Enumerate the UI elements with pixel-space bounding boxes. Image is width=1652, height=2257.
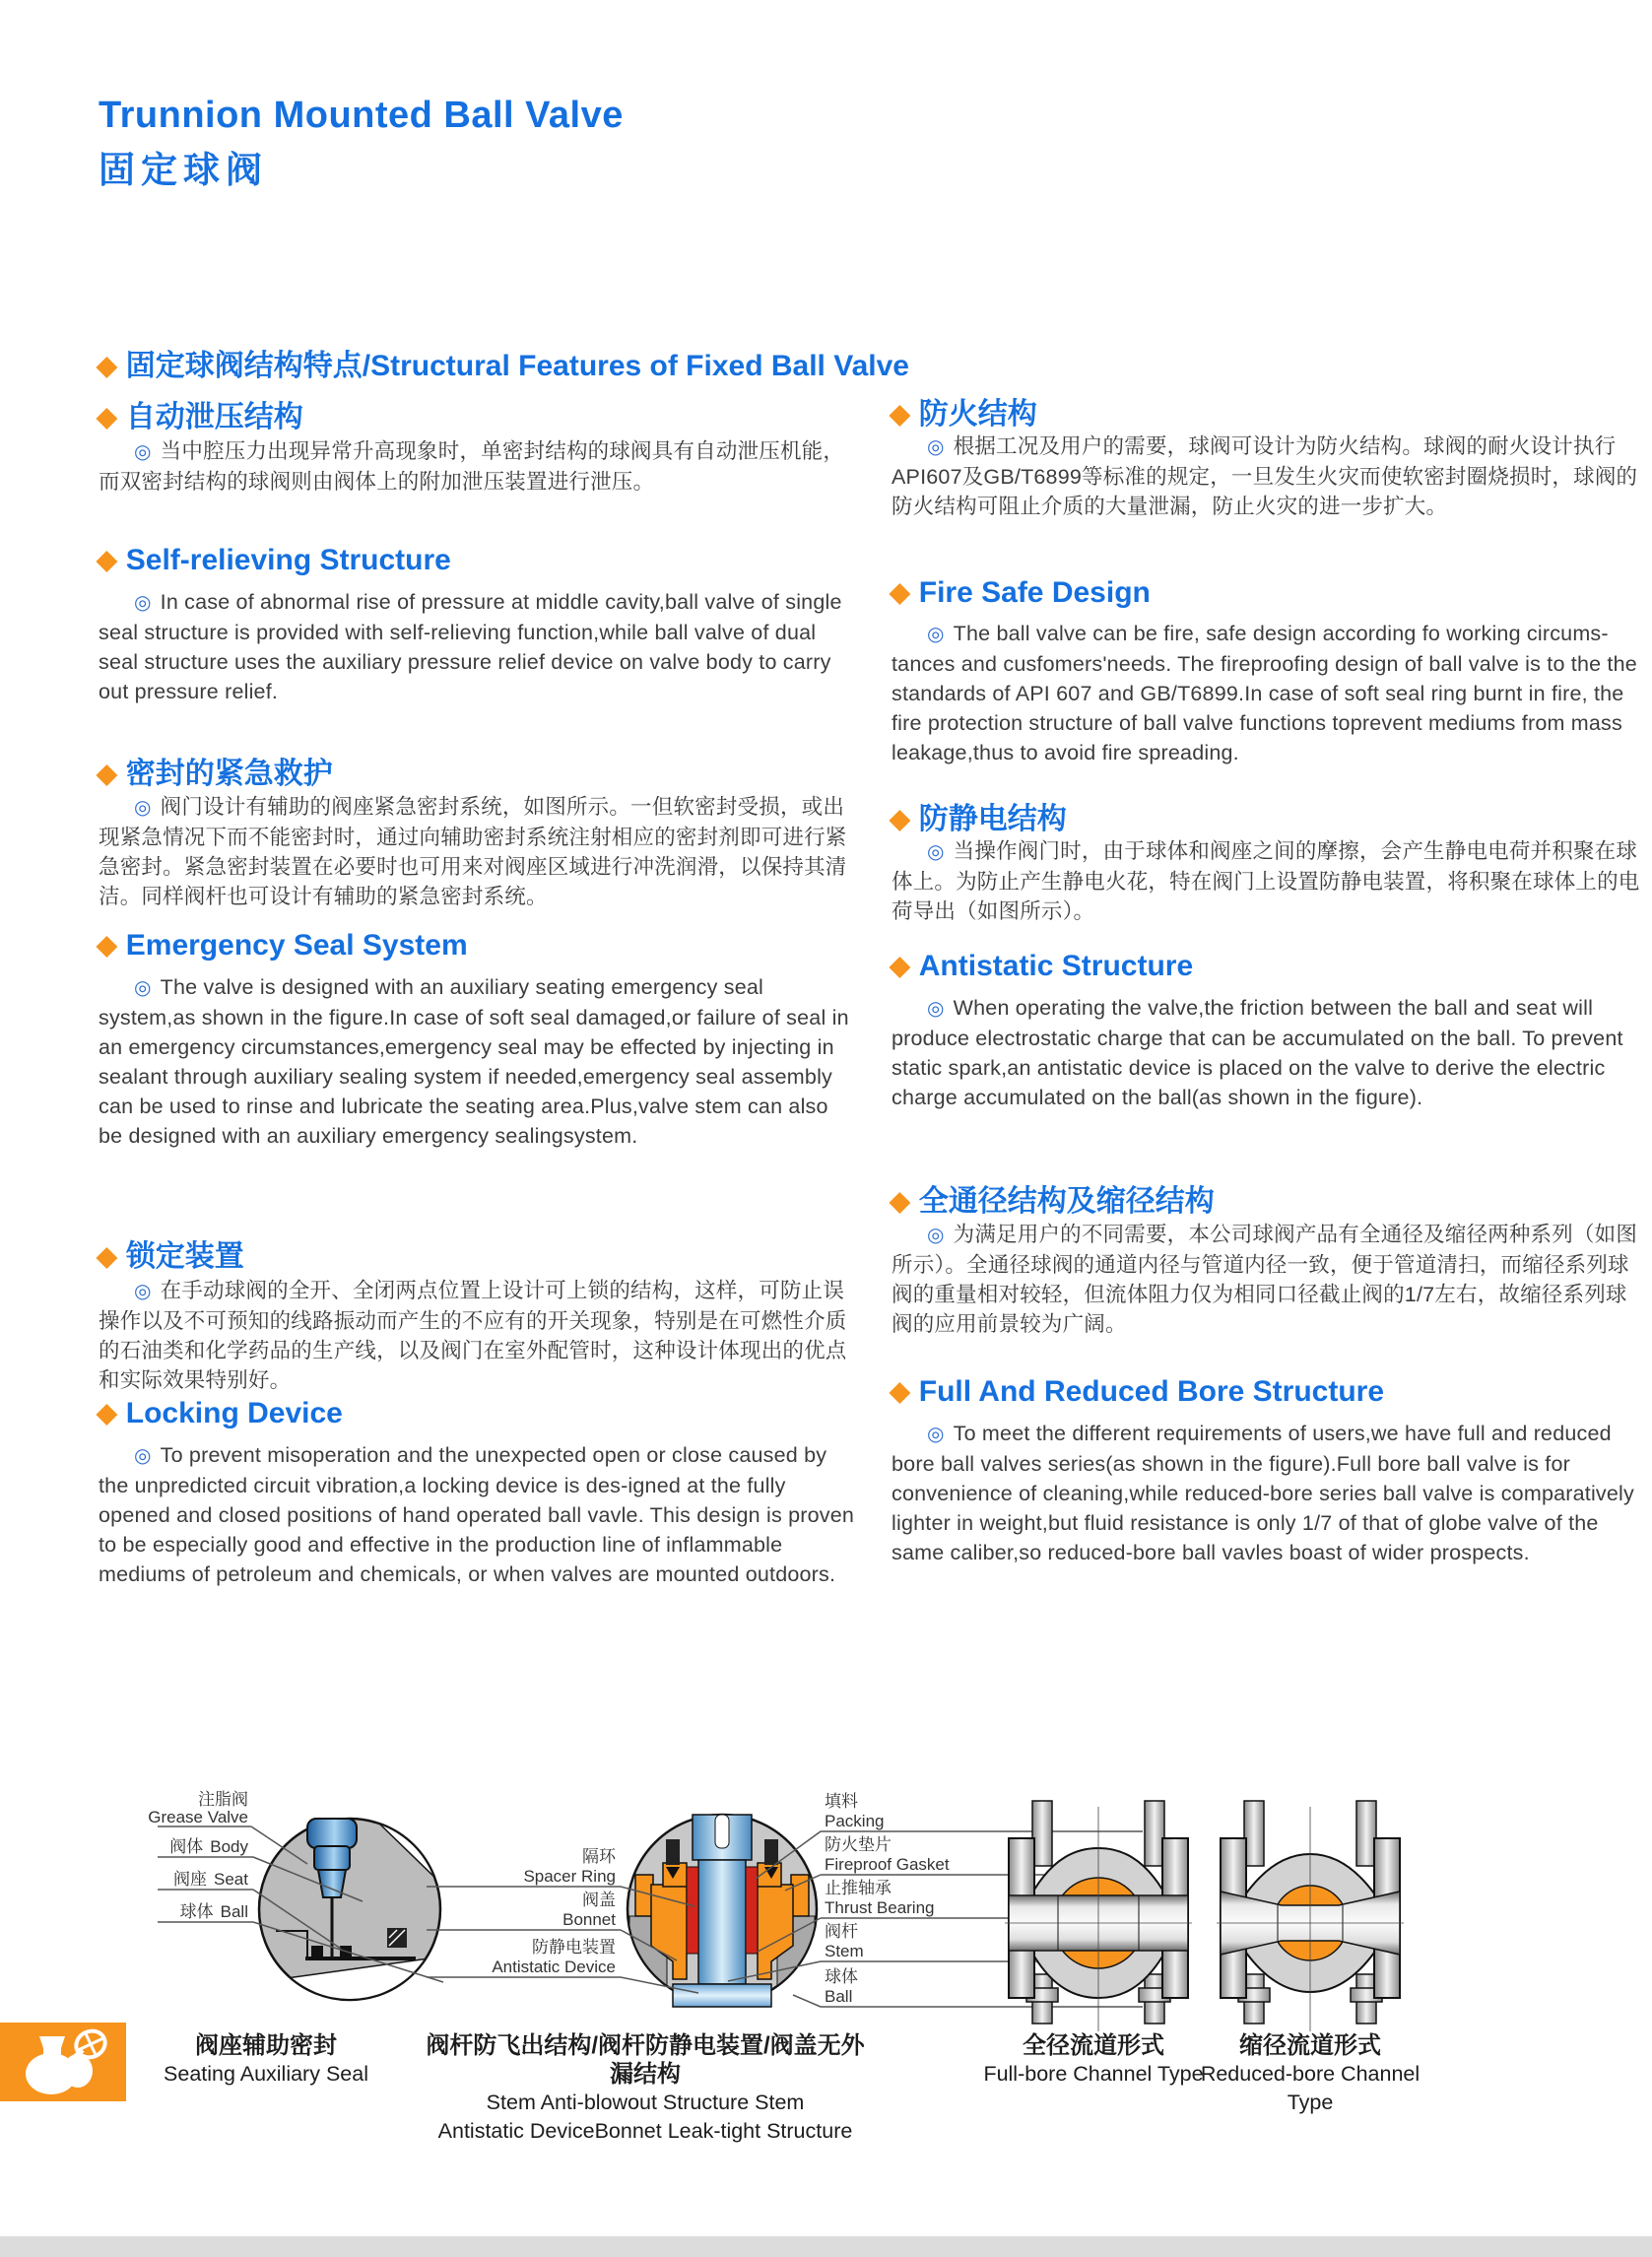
caption-en-line1: Stem Anti-blowout Structure Stem — [486, 2091, 805, 2114]
label-antistatic-device-en: Antistatic Device — [492, 1958, 616, 1976]
paragraph-bullet: ◎ — [927, 998, 945, 1020]
heading-self-relieving-en — [97, 544, 451, 577]
diamond-icon: ◆ — [97, 351, 117, 380]
label-packing-en: Packing — [825, 1812, 885, 1830]
paragraph-bore-zh — [892, 1220, 1645, 1339]
diamond-icon: ◆ — [97, 402, 117, 431]
paragraph-antistatic-en — [892, 993, 1645, 1112]
paragraph-bullet: ◎ — [134, 977, 152, 999]
heading-emergency-seal-en — [97, 929, 468, 963]
paragraph-text: When operating the valve,the friction between the ball and seat will produce electrostatic charge that can be accumulated on the ball. To prevent static spark,an antistatic device is placed on the valve to derive the electric charge accumulated on the ball(as shown in the figure). — [892, 996, 1623, 1109]
heading-locking-en — [97, 1397, 343, 1430]
paragraph-bullet: ◎ — [927, 1225, 945, 1246]
heading-label: 防静电结构 — [918, 803, 1067, 835]
page-footer-strip — [0, 2236, 1652, 2257]
paragraph-bore-en — [892, 1419, 1645, 1567]
diamond-icon: ◆ — [97, 1398, 117, 1427]
paragraph-bullet: ◎ — [134, 441, 152, 463]
label-bonnet-zh: 阀盖 — [582, 1891, 616, 1909]
section-header — [97, 341, 909, 384]
label-stem-en: Stem — [825, 1942, 864, 1960]
paragraph-bullet: ◎ — [134, 1445, 152, 1467]
label-ball: 球体 Ball — [179, 1902, 248, 1921]
paragraph-emergency-seal-zh — [99, 792, 855, 911]
caption-reduced-bore — [1187, 2031, 1433, 2117]
caption-en-line2: Antistatic DeviceBonnet Leak-tight Structure — [437, 2119, 853, 2143]
caption-full-bore — [975, 2031, 1212, 2089]
label-fireproof-gasket-en: Fireproof Gasket — [825, 1855, 950, 1874]
diamond-icon: ◆ — [97, 545, 117, 574]
caption-en: Full-bore Channel Type — [983, 2062, 1204, 2086]
paragraph-text: 在手动球阀的全开、全闭两点位置上设计可上锁的结构，这样，可防止误操作以及不可预知的线路振动而产生的不应有的开关现象，特别是在可燃性介质的石油类和化学药品的生产线，以及阀门在室外配管时，这种设计体现出的优点和实际效果特别好。 — [99, 1279, 847, 1392]
caption-zh: 全径流道形式 — [1023, 2032, 1164, 2059]
caption-zh: 阀座辅助密封 — [195, 2032, 337, 2059]
heading-label: 自动泄压结构 — [125, 401, 303, 433]
label-body: 阀体 Body — [169, 1837, 248, 1856]
caption-stem-structure — [419, 2031, 872, 2146]
company-logo — [0, 2023, 126, 2101]
paragraph-text: In case of abnormal rise of pressure at middle cavity,ball valve of single seal structure is provided with self-relieving function,while ball valve of dual seal structure uses the auxiliary pressure relief device on valve body to carry out pressure relief. — [99, 590, 842, 703]
caption-zh: 缩径流道形式 — [1239, 2032, 1381, 2059]
paragraph-text: To prevent misoperation and the unexpected open or close caused by the unpredicted circuit vibration,a locking device is des-igned at the fully opened and closed positions of hand operated ball vavle. This design is proven to be especially good and effective in the production line of inflammable mediums of petroleum and chemicals, or when valves are mounted outdoors. — [99, 1443, 855, 1586]
paragraph-text: To meet the different requirements of users,we have full and reduced bore ball valves series(as shown in the figure).Full bore ball valve is for convenience of cleaning,while reduced-bore series ball valve is comparatively lighter in weight,but fluid resistance is only 1/7 of that of globe valve of the same caliber,so reduced-bore ball vavles boast of wider prospects. — [892, 1422, 1634, 1564]
heading-label: Locking Device — [125, 1397, 343, 1429]
diamond-icon: ◆ — [890, 399, 910, 429]
valve-silhouette — [1217, 1801, 1404, 2031]
heading-label: 全通径结构及缩径结构 — [918, 1185, 1215, 1218]
heading-label: Full And Reduced Bore Structure — [918, 1375, 1385, 1408]
paragraph-bullet: ◎ — [927, 624, 945, 645]
heading-label: 防火结构 — [918, 398, 1037, 431]
diamond-icon: ◆ — [890, 1186, 910, 1216]
paragraph-self-relieving-en — [99, 587, 855, 706]
label-spacer-ring-en: Spacer Ring — [523, 1867, 616, 1886]
heading-label: 密封的紧急救护 — [125, 758, 333, 790]
valve-silhouette — [1005, 1801, 1192, 2031]
heading-fire-safe-en — [890, 576, 1151, 610]
paragraph-text: 根据工况及用户的需要，球阀可设计为防火结构。球阀的耐火设计执行API607及GB/T6899等标准的规定，一旦发生火灾而使软密封圈烧损时，球阀的防火结构可阻止介质的大量泄漏，防止火灾的进一步扩大。 — [892, 434, 1638, 518]
heading-antistatic-zh — [890, 794, 1067, 837]
heading-label: Fire Safe Design — [918, 576, 1151, 609]
heading-emergency-seal-zh — [97, 749, 333, 792]
paragraph-bullet: ◎ — [927, 436, 945, 458]
caption-zh: 阀杆防飞出结构/阀杆防静电装置/阀盖无外漏结构 — [426, 2032, 865, 2088]
heading-bore-en — [890, 1375, 1384, 1409]
paragraph-text: 当操作阀门时，由于球体和阀座之间的摩擦，会产生静电电荷并积聚在球体上。为防止产生静电火花，特在阀门上设置防静电装置，将积聚在球体上的电荷导出（如图所示）。 — [892, 839, 1640, 923]
caption-en: Seating Auxiliary Seal — [164, 2062, 368, 2086]
section-header-label: 固定球阀结构特点/Structural Features of Fixed Ball Valve — [125, 350, 909, 382]
label-antistatic-device-zh: 防静电装置 — [532, 1938, 616, 1957]
label-grease-valve-en: Grease Valve — [148, 1808, 248, 1826]
label-grease-valve-zh: 注脂阀 — [198, 1790, 248, 1809]
diamond-icon: ◆ — [890, 804, 910, 833]
label-ball-zh: 球体 — [825, 1967, 858, 1986]
paragraph-fire-zh — [892, 431, 1645, 521]
label-packing-zh: 填料 — [825, 1792, 858, 1811]
page-title-en: Trunnion Mounted Ball Valve — [99, 95, 624, 136]
diamond-icon: ◆ — [890, 1376, 910, 1406]
heading-label: Antistatic Structure — [918, 950, 1194, 982]
paragraph-text: 阀门设计有辅助的阀座紧急密封系统，如图所示。一但软密封受损，或出现紧急情况下而不能密封时，通过向辅助密封系统注射相应的密封剂即可进行紧急密封。紧急密封装置在必要时也可用来对阀座区域进行冲洗润滑，以保持其清洁。同样阀杆也可设计有辅助的紧急密封系统。 — [99, 795, 847, 908]
page-title-zh: 固定球阀 — [99, 150, 268, 190]
paragraph-emergency-seal-en — [99, 972, 855, 1151]
paragraph-text: 当中腔压力出现异常升高现象时，单密封结构的球阀具有自动泄压机能，而双密封结构的球阀则由阀体上的附加泄压装置进行泄压。 — [99, 439, 845, 494]
paragraph-text: The valve is designed with an auxiliary seating emergency seal system,as shown in the figure.In case of soft seal damaged,or failure of seal in an emergency circumstances,emergency seal may be effected by injecting in sealant through auxiliary sealing system if needed,emergency seal assembly can be used to rinse and lubricate the seating area.Plus,valve stem can also be designed with an auxiliary emergency sealingsystem. — [99, 975, 849, 1148]
diamond-icon: ◆ — [97, 759, 117, 788]
label-stem-zh: 阀杆 — [825, 1922, 858, 1941]
paragraph-bullet: ◎ — [927, 1424, 945, 1445]
heading-bore-zh — [890, 1176, 1215, 1220]
diamond-icon: ◆ — [890, 951, 910, 980]
paragraph-bullet: ◎ — [134, 1281, 152, 1302]
paragraph-locking-zh — [99, 1276, 855, 1395]
paragraph-text: 为满足用户的不同需要，本公司球阀产品有全通径及缩径两种系列（如图所示）。全通径球阀的通道内径与管道内径一致，便于管道清扫，而缩径系列球阀的重量相对较轻，但流体阻力仅为相同口径截止阀的1/7左右，故缩径系列球阀的应用前景较为广阔。 — [892, 1223, 1638, 1336]
paragraph-fire-safe-en — [892, 619, 1645, 767]
label-ball-en: Ball — [825, 1987, 853, 2006]
diagram-reduced-bore — [1217, 1795, 1404, 2041]
heading-label: Self-relieving Structure — [125, 544, 451, 576]
label-thrust-bearing-en: Thrust Bearing — [825, 1898, 935, 1917]
diamond-icon: ◆ — [97, 1241, 117, 1271]
paragraph-antistatic-zh — [892, 836, 1645, 926]
paragraph-bullet: ◎ — [927, 841, 945, 863]
label-fireproof-gasket-zh: 防火垫片 — [825, 1835, 892, 1854]
heading-antistatic-en — [890, 950, 1193, 983]
paragraph-locking-en — [99, 1440, 855, 1589]
label-seat: 阀座 Seat — [173, 1870, 248, 1889]
diamond-icon: ◆ — [890, 577, 910, 607]
heading-label: 锁定装置 — [125, 1240, 244, 1273]
heading-locking-zh — [97, 1231, 244, 1275]
label-bonnet-en: Bonnet — [562, 1910, 616, 1929]
label-thrust-bearing-zh: 止推轴承 — [825, 1879, 892, 1897]
diamond-icon: ◆ — [97, 930, 117, 960]
paragraph-text: The ball valve can be fire, safe design according fo working circums-tances and cusfomers'needs. The fireproofing design of ball valve is to the the standards of API 607 and GB/T6899.In case of soft seal ring burnt in fire, the fire protection structure of ball valve functions toprevent mediums from mass leakage,thus to avoid fire spreading. — [892, 622, 1637, 764]
paragraph-bullet: ◎ — [134, 797, 152, 819]
paragraph-bullet: ◎ — [134, 592, 152, 614]
paragraph-auto-relief-zh — [99, 436, 855, 497]
heading-fire-zh — [890, 389, 1037, 432]
heading-auto-relief-zh — [97, 392, 303, 435]
caption-en: Reduced-bore Channel Type — [1200, 2062, 1421, 2114]
label-spacer-ring-zh: 隔环 — [582, 1847, 616, 1866]
diagram-full-bore — [1005, 1795, 1192, 2041]
heading-label: Emergency Seal System — [125, 929, 468, 962]
